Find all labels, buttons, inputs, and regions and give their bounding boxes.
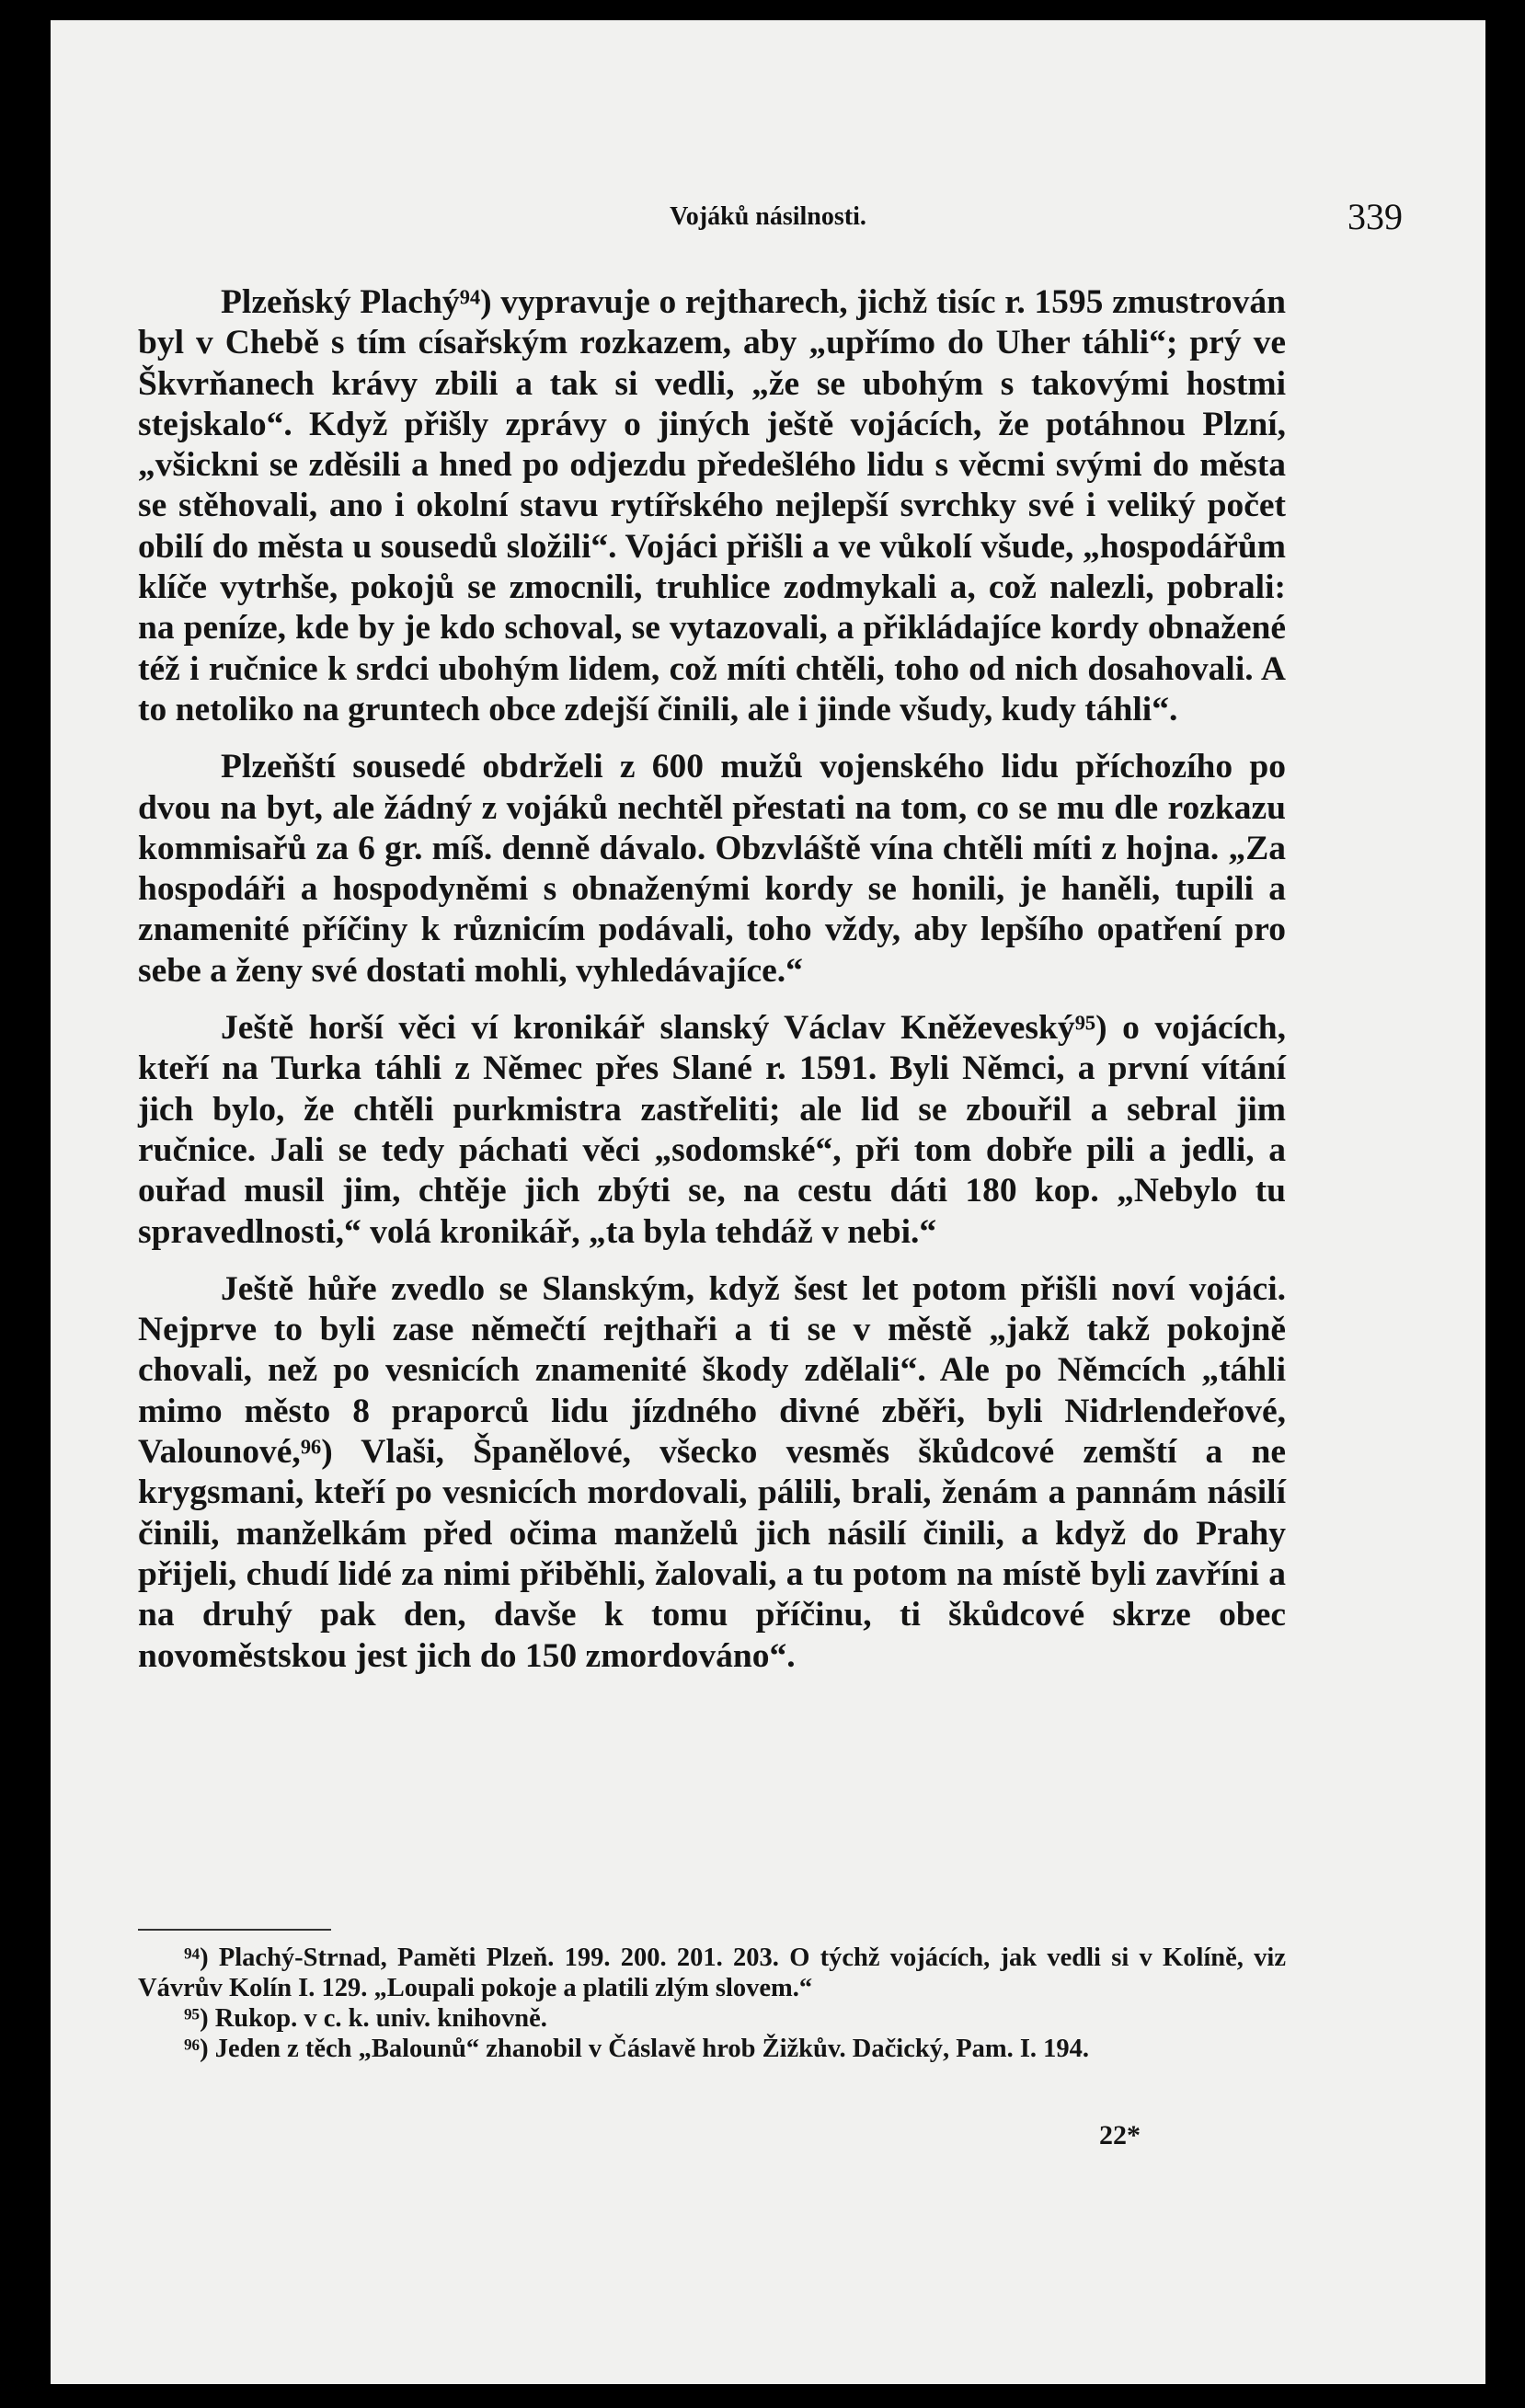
running-head: Vojáků násilnosti.: [670, 202, 866, 231]
paragraph: Ještě hůře zvedlo se Slanským, když šest let potom přišli noví vojáci. Nejprve to byli zase němečtí rejthaři a ti se v městě „jakž takž pokojně chovali, než po vesnicích znamenité škody zdělali“. Ale po Němcích „táhli mimo město 8 praporců lidu jízdného divné zběři, byli Nidrlendeřové, Valounové,⁹⁶) Vlaši, Španělové, všecko vesměs škůdcové zemští a ne krygsmani, kteří po vesnicích mordovali, pálili, brali, ženám a pannám násilí činili, manželkám před očima manželů jich násilí činili, a když do Prahy přijeli, chudí lidé za nimi přiběhli, žalovali, a tu potom na místě byli zavříni a na druhý pak den, davše k tomu příčinu, ti škůdcové skrze obec novoměstskou jest jich do 150 zmordováno“.: [138, 1269, 1286, 1675]
main-text: [138, 282, 1286, 1693]
footnotes: [138, 1943, 1286, 2064]
footnote-divider: [138, 1929, 331, 1931]
footnote: ⁹⁴) Plachý-Strnad, Paměti Plzeň. 199. 200. 201. 203. O týchž vojácích, jak vedli si v Kolíně, viz Vávrův Kolín I. 129. „Loupali pokoje a platili zlým slovem.“: [138, 1944, 1286, 2002]
signature-mark: 22*: [1099, 2120, 1141, 2150]
paragraph: Plzeňský Plachý⁹⁴) vypravuje o rejtharech, jichž tisíc r. 1595 zmustrován byl v Chebě s tím císařským rozkazem, aby „upřímo do Uher táhli“; prý ve Škvrňanech krávy zbili a tak si vedli, „že se ubohým s takovými hostmi stejskalo“. Když přišly zprávy o jiných ještě vojácích, že potáhnou Plzní, „všickni se zděsili a hned po odjezdu předešlého lidu s věcmi svými do města se stěhovali, ano i okolní stavu rytířského nejlepší svrchky své i veliký počet obilí do města u sousedů složili“. Vojáci přišli a ve vůkolí všude, „hospodářům klíče vytrhše, pokojů se zmocnili, truhlice zodmykali a, což nalezli, pobrali: na peníze, kde by je kdo schoval, se vytazovali, a přikládajíce kordy obnažené též i ručnice k srdci ubohým lidem, což míti chtěli, toho od nich dosahovali. A to netoliko na gruntech obce zdejší činili, ale i jinde všudy, kudy táhli“.: [138, 283, 1286, 728]
page-header: [143, 195, 1403, 250]
footnote: ⁹⁵) Rukop. v c. k. univ. knihovně.: [184, 2004, 547, 2033]
book-page: [51, 20, 1485, 2384]
paragraph: Plzeňští sousedé obdrželi z 600 mužů vojenského lidu příchozího po dvou na byt, ale žádný z vojáků nechtěl přestati na tom, co se mu dle rozkazu kommisařů za 6 gr. míš. denně dávalo. Obzvláště vína chtěli míti z hojna. „Za hospodáři a hospodyněmi s obnaženými kordy se honili, je haněli, tupili a znamenité příčiny k různicím podávali, toho vždy, aby lepšího opatření pro sebe a ženy své dostati mohli, vyhledávajíce.“: [138, 748, 1286, 990]
footnote: ⁹⁶) Jeden z těch „Balounů“ zhanobil v Čáslavě hrob Žižkův. Dačický, Pam. I. 194.: [184, 2035, 1090, 2063]
paragraph: Ještě horší věci ví kronikář slanský Václav Kněževeský⁹⁵) o vojácích, kteří na Turka táhli z Němec přes Slané r. 1591. Byli Němci, a první vítání jich bylo, že chtěli purkmistra zastřeliti; ale lid se zbouřil a sebral jim ručnice. Jali se tedy páchati věci „sodomské“, při tom dobře pili a jedli, a ouřad musil jim, chtěje jich zbýti se, na cestu dáti 180 kop. „Nebylo tu spravedlnosti,“ volá kronikář, „ta byla tehdáž v nebi.“: [138, 1009, 1286, 1251]
page-number: 339: [1347, 196, 1403, 237]
